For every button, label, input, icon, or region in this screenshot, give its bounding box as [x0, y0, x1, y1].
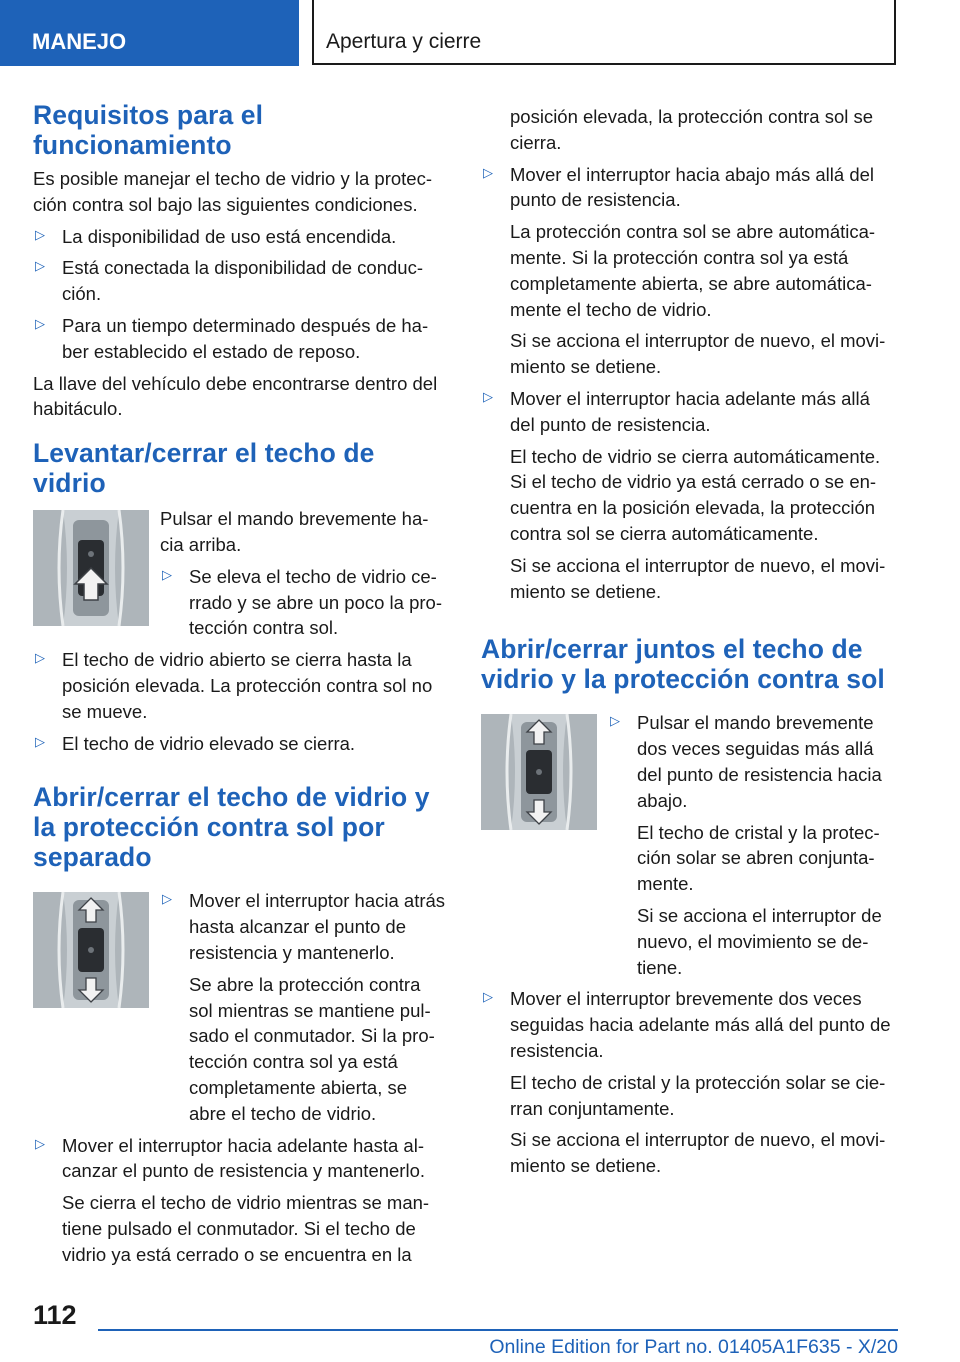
right-column [481, 104, 896, 1185]
list-item: ▷ El techo de vidrio elevado se cierra. [35, 732, 356, 754]
triangle-right-icon: ▷ [35, 733, 45, 749]
list-item: ▷ Mover el interruptor brevemente dos veces seguidas hacia adelante más allá del punto de resistencia. El techo de cristal y la protección solar se cie‐rran conjuntamente. Si se acciona el interruptor de nuevo, el movi‐miento se detiene. [483, 988, 891, 1177]
list-item: ▷ Para un tiempo determinado después de ha‐ber establecido el estado de reposo. [35, 314, 429, 362]
heading-requisitos: Requisitos para el funcionamiento [33, 100, 264, 160]
requirements-list [33, 224, 448, 365]
paragraph-pulsar: Pulsar el mando brevemente ha‐cia arriba. [160, 508, 429, 555]
list-item: ▷ El techo de vidrio abierto se cierra hasta la posición elevada. La protección contra sol no se mueve. [35, 649, 433, 722]
list-item: ▷ Mover el interruptor hacia adelante más allá del punto de resistencia. El techo de vidrio se cierra automáticamente. Si el techo de vidrio ya está cerrado o se en‐cuentra en la posición elevada, la protección contra sol se cierra automáticamente. Si se acciona el interruptor de nuevo, el movi‐miento se detiene. [483, 387, 886, 602]
separado-list-a [160, 888, 448, 1126]
paragraph-intro: Es posible manejar el techo de vidrio y la protec‐ción contra sol bajo las siguientes condiciones. [33, 168, 432, 215]
triangle-right-icon: ▷ [483, 989, 493, 1005]
heading-separado: Abrir/cerrar el techo de vidrio y la protección contra sol por separado [33, 782, 430, 873]
chapter-tab [312, 0, 896, 65]
list-item: ▷ La disponibilidad de uso está encendida. [35, 225, 397, 247]
juntos-block [481, 710, 896, 986]
edition-footer: Online Edition for Part no. 01405A1F635 - X/20 [489, 1336, 898, 1358]
paragraph-key: La llave del vehículo debe encontrarse dentro del habitáculo. [33, 372, 438, 420]
auto-list [481, 162, 896, 605]
roof-switch-photo [33, 510, 149, 626]
triangle-right-icon: ▷ [483, 164, 493, 180]
paragraph-continuation: posición elevada, la protección contra sol se cierra. [510, 106, 874, 153]
levantar-sub-list [160, 564, 448, 641]
triangle-right-icon: ▷ [35, 258, 45, 274]
left-column [33, 100, 448, 1274]
list-item: ▷ Mover el interruptor hacia atrás hasta alcanzar el punto de resistencia y mantenerlo. Se abre la protección contra sol mientras se mantiene pul‐sado el conmutador. Si la pro‐tección contra sol ya está completamente abierta, se abre el techo de vidrio. [162, 890, 446, 1124]
section-title: MANEJO [32, 29, 127, 54]
triangle-right-icon: ▷ [35, 226, 45, 242]
triangle-right-icon: ▷ [35, 650, 45, 666]
separado-list-b [33, 1133, 448, 1268]
juntos-list-a [608, 710, 896, 980]
list-item: ▷ Mover el interruptor hacia adelante hasta al‐canzar el punto de resistencia y mantenerlo. Se cierra el techo de vidrio mientras se man‐tiene pulsado el conmutador. Si el techo de vidrio ya está cerrado o se encuentra en la [35, 1134, 430, 1265]
section-tab [0, 0, 299, 66]
heading-levantar: Levantar/cerrar el techo de vidrio [33, 438, 375, 499]
chapter-title: Apertura y cierre [326, 30, 482, 53]
levantar-block [33, 506, 448, 647]
footer-divider [98, 1329, 898, 1331]
list-item: ▷ Pulsar el mando brevemente dos veces seguidas más allá del punto de resistencia hacia abajo. El techo de cristal y la protec‐ción solar se abren conjunta‐mente. Si se acciona el interruptor de nuevo, el movimiento se de‐tiene. [610, 712, 882, 978]
juntos-list-b [481, 986, 896, 1179]
list-item: ▷ Mover el interruptor hacia abajo más allá del punto de resistencia. La protección contra sol se abre automática‐mente. Si la protección contra sol ya está completamente abierta, se abre automática‐mente el techo de vidrio. Si se acciona el interruptor de nuevo, el movi‐miento se detiene. [483, 163, 886, 378]
roof-switch-photo [33, 892, 149, 1008]
triangle-right-icon: ▷ [483, 388, 493, 404]
separado-block [33, 888, 448, 1132]
list-item: ▷ Se eleva el techo de vidrio ce‐rrado y se abre un poco la pro‐tección contra sol. [162, 565, 442, 639]
heading-juntos: Abrir/cerrar juntos el techo de vidrio y la protección contra sol [481, 634, 885, 695]
levantar-list [33, 647, 448, 756]
roof-switch-photo [481, 714, 597, 830]
triangle-right-icon: ▷ [610, 713, 620, 729]
triangle-right-icon: ▷ [162, 566, 172, 582]
page-number: 112 [33, 1300, 77, 1330]
list-item: ▷ Está conectada la disponibilidad de conduc‐ción. [35, 257, 423, 305]
triangle-right-icon: ▷ [35, 315, 45, 331]
triangle-right-icon: ▷ [35, 1135, 45, 1151]
triangle-right-icon: ▷ [162, 891, 172, 907]
